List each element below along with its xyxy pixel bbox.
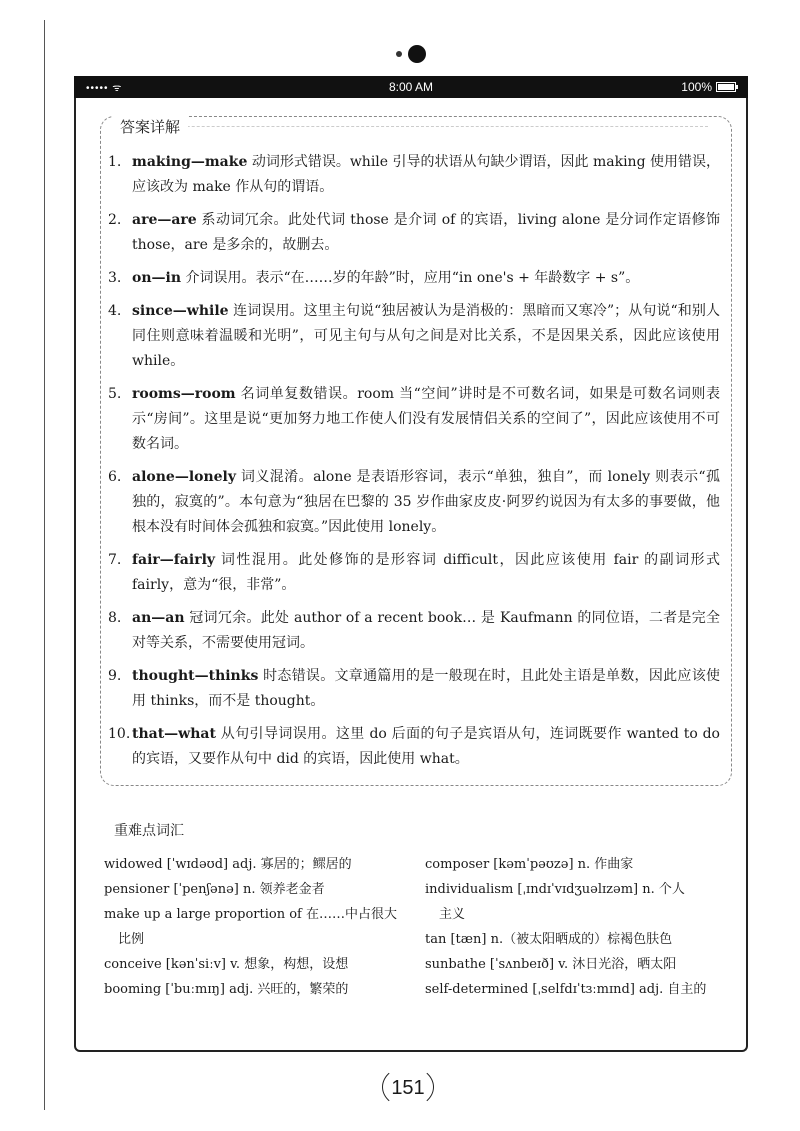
vocab-item <box>425 927 737 952</box>
status-bar <box>74 76 748 98</box>
answer-item <box>108 150 720 200</box>
answer-number: 5. <box>108 386 122 402</box>
answer-item <box>108 548 720 598</box>
answer-item <box>108 382 720 457</box>
vocab-item <box>425 852 737 877</box>
answer-item <box>108 664 720 714</box>
vocab-item <box>104 852 416 877</box>
answer-explanation: 从句引导词误用。这里 do 后面的句子是宾语从句，连词既要作 wanted to do 的宾语，又要作从句中 did 的宾语，因此使用 what。 <box>132 726 720 767</box>
signal-icon: ••••• ᯤ <box>86 83 123 94</box>
answer-correction: are—are <box>132 212 197 228</box>
answer-explanation: 时态错误。文章通篇用的是一般现在时，且此处主语是单数，因此应该使用 thinks，而不是 thought。 <box>132 668 720 709</box>
answer-correction: alone—lonely <box>132 469 237 485</box>
answer-number: 7. <box>108 552 122 568</box>
answer-correction: an—an <box>132 610 185 626</box>
answer-correction: thought—thinks <box>132 668 259 684</box>
answer-explanation: 连词误用。这里主句说“独居被认为是消极的：黑暗而又寒冷”；从句说“和别人同住则意味着温暖和光明”，可见主句与从句之间是对比关系，不是因果关系，因此应该使用 while。 <box>132 303 720 369</box>
answer-explanation: 词性混用。此处修饰的是形容词 difficult，因此应该使用 fair 的副词形式 fairly，意为“很，非常”。 <box>132 552 720 593</box>
vocab-entry: booming [ˈbuːmɪŋ] adj. 兴旺的，繁荣的 <box>104 982 349 997</box>
answer-correction: fair—fairly <box>132 552 216 568</box>
vocab-entry: pensioner [ˈpenʃənə] n. 领养老金者 <box>104 882 325 897</box>
answer-explanation: 名词单复数错误。room 当“空间”讲时是不可数名词，如果是可数名词则表示“房间”。这里是说“更加努力地工作使人们没有发展情侣关系的空间了”，因此应该使用不可数名词。 <box>132 386 720 452</box>
battery-icon <box>716 82 736 92</box>
answer-number: 10. <box>108 726 131 742</box>
vocab-entry: sunbathe [ˈsʌnbeɪð] v. 沐日光浴，晒太阳 <box>425 957 677 972</box>
answer-number: 2. <box>108 212 122 228</box>
answer-item <box>108 722 720 772</box>
answer-number: 9. <box>108 668 122 684</box>
answer-list <box>108 150 720 780</box>
vocab-item <box>104 952 416 977</box>
answer-number: 4. <box>108 303 122 319</box>
vocab-entry: tan [tæn] n.（被太阳晒成的）棕褐色肤色 <box>425 932 673 947</box>
answer-item <box>108 299 720 374</box>
vocab-entry: conceive [kənˈsiːv] v. 想象，构想，设想 <box>104 957 349 972</box>
vocab-entry: composer [kəmˈpəʊzə] n. 作曲家 <box>425 857 634 872</box>
answer-number: 1. <box>108 154 122 170</box>
answer-item <box>108 208 720 258</box>
answer-section-title: 答案详解 <box>112 116 188 137</box>
vocab-item <box>104 977 416 1002</box>
camera-icon <box>396 42 436 68</box>
battery-status <box>681 80 736 94</box>
answer-item <box>108 266 720 291</box>
answer-correction: making—make <box>132 154 248 170</box>
answer-correction: since—while <box>132 303 229 319</box>
answer-explanation: 冠词冗余。此处 author of a recent book… 是 Kaufmann 的同位语，二者是完全对等关系，不需要使用冠词。 <box>132 610 720 651</box>
answer-item <box>108 465 720 540</box>
vocab-item <box>104 902 416 952</box>
answer-number: 8. <box>108 610 122 626</box>
vocab-entry: widowed [ˈwɪdəʊd] adj. 寡居的；鳏居的 <box>104 857 352 872</box>
vocab-entry-continuation: 比例 <box>118 932 145 947</box>
vocab-section-title: 重难点词汇 <box>114 823 184 839</box>
battery-percent: 100% <box>681 80 712 94</box>
answer-explanation: 介词误用。表示“在……岁的年龄”时，应用“in one's + 年龄数字 + s”。 <box>181 270 640 286</box>
answer-correction: on—in <box>132 270 182 286</box>
vocab-entry: individualism [ˌɪndɪˈvɪdʒuəlɪzəm] n. 个人 <box>425 882 685 897</box>
vocab-list-left <box>104 852 416 1002</box>
vocab-entry: make up a large proportion of 在……中占很大 <box>104 907 397 922</box>
vocab-entry: self-determined [ˌselfdɪˈtɜːmɪnd] adj. 自主的 <box>425 982 707 997</box>
vocab-item <box>425 877 737 927</box>
answer-item <box>108 606 720 656</box>
page-number: 151 <box>382 1066 434 1108</box>
answer-correction: rooms—room <box>132 386 236 402</box>
status-time: 8:00 AM <box>388 80 434 94</box>
vocab-item <box>104 877 416 902</box>
vocab-item <box>425 977 737 1002</box>
answer-number: 3. <box>108 270 122 286</box>
vocab-entry-continuation: 主义 <box>439 907 466 922</box>
binding-line <box>44 20 45 1110</box>
answer-number: 6. <box>108 469 122 485</box>
vocab-list-right <box>425 852 737 1002</box>
answer-explanation: 动词形式错误。while 引导的状语从句缺少谓语，因此 making 使用错误，应该改为 make 作从句的谓语。 <box>132 154 720 195</box>
vocab-item <box>425 952 737 977</box>
answer-correction: that—what <box>132 726 216 742</box>
answer-explanation: 词义混淆。alone 是表语形容词，表示“单独，独自”，而 lonely 则表示“孤独的，寂寞的”。本句意为“独居在巴黎的 35 岁作曲家皮皮·阿罗约说因为有太多的事要做，他根本没有时间体会孤独和寂寞。”因此使用 lonely。 <box>132 469 720 535</box>
answer-explanation: 系动词冗余。此处代词 those 是介词 of 的宾语，living alone 是分词作定语修饰 those，are 是多余的，故删去。 <box>132 212 720 253</box>
